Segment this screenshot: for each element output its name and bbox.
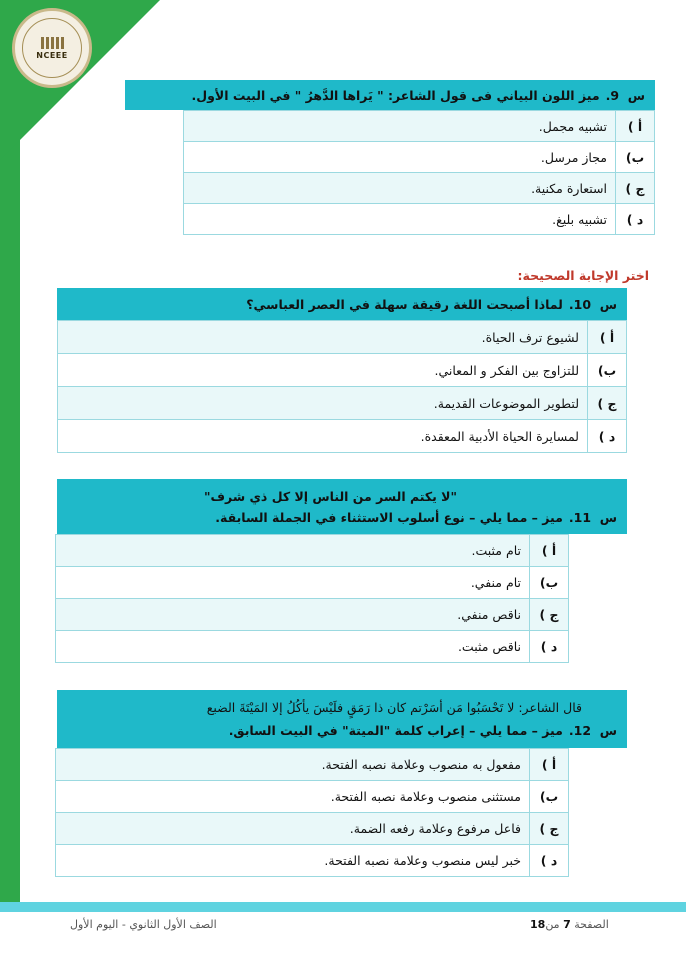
question-label: س 12.: [568, 723, 617, 738]
options-list: [55, 748, 569, 877]
question-quote: قال الشاعر: لا تَحْسَبُوا مَن أسَرْتم كان ذا رَمَقٍ فلَيْسَ يأكُلُ إلا المَيْتَةَ الضبع: [206, 700, 582, 715]
question-label: س 11.: [568, 509, 617, 525]
option-b[interactable]: ب) مجاز مرسل.: [184, 141, 654, 172]
question-11: [57, 479, 627, 663]
instruction-heading: اختر الإجابة الصحيحة:: [517, 268, 649, 283]
question-header: [57, 288, 627, 320]
question-label: س 9.: [605, 87, 645, 103]
option-b[interactable]: ب) للتزاوج بين الفكر و المعاني.: [58, 353, 626, 386]
option-d[interactable]: د ) تشبيه بليغ.: [184, 203, 654, 234]
option-d[interactable]: د ) خبر ليس منصوب وعلامة نصبه الفتحة.: [56, 844, 568, 876]
option-c[interactable]: ج ) لتطوير الموضوعات القديمة.: [58, 386, 626, 419]
question-10: [57, 288, 627, 453]
option-b[interactable]: ب) تام منفي.: [56, 566, 568, 598]
option-c[interactable]: ج ) فاعل مرفوع وعلامة رفعه الضمة.: [56, 812, 568, 844]
question-text: ميز – مما يلي – نوع أسلوب الاستثناء في الجملة السابقة.: [215, 509, 563, 525]
option-d[interactable]: د ) ناقص مثبت.: [56, 630, 568, 662]
logo-seal: [12, 8, 92, 88]
question-text: لماذا أصبحت اللغة رقيقة سهلة في العصر العباسي؟: [246, 296, 563, 312]
question-12: [57, 690, 627, 877]
option-a[interactable]: أ ) تام مثبت.: [56, 534, 568, 566]
question-header: [125, 80, 655, 110]
option-a[interactable]: أ ) لشيوع ترف الحياة.: [58, 320, 626, 353]
footer-page-number: الصفحة 7 من18: [530, 918, 609, 931]
building-icon: [41, 37, 64, 49]
option-b[interactable]: ب) مستثنى منصوب وعلامة نصبه الفتحة.: [56, 780, 568, 812]
question-9: [125, 80, 655, 235]
footer-divider: [0, 902, 686, 912]
logo-text: NCEEE: [36, 50, 68, 60]
question-header: [57, 479, 627, 534]
question-header: [57, 690, 627, 748]
option-c[interactable]: ج ) ناقص منفي.: [56, 598, 568, 630]
option-a[interactable]: أ ) تشبيه مجمل.: [184, 110, 654, 141]
footer-grade: الصف الأول الثانوي - اليوم الأول: [70, 918, 217, 931]
option-a[interactable]: أ ) مفعول به منصوب وعلامة نصبه الفتحة.: [56, 748, 568, 780]
question-text: ميز اللون البياني فى قول الشاعر: " يَراها الدَّهرُ " في البيت الأول.: [191, 87, 600, 103]
options-list: [57, 320, 627, 453]
option-c[interactable]: ج ) استعارة مكنية.: [184, 172, 654, 203]
option-d[interactable]: د ) لمسايرة الحياة الأدبية المعقدة.: [58, 419, 626, 452]
options-list: [183, 110, 655, 235]
options-list: [55, 534, 569, 663]
question-text: ميز – مما يلي – إعراب كلمة "الميتة" في البيت السابق.: [228, 723, 563, 738]
question-label: س 10.: [568, 296, 617, 312]
question-quote: "لا يكتم السر من الناس إلا كل ذي شرف": [204, 488, 457, 504]
